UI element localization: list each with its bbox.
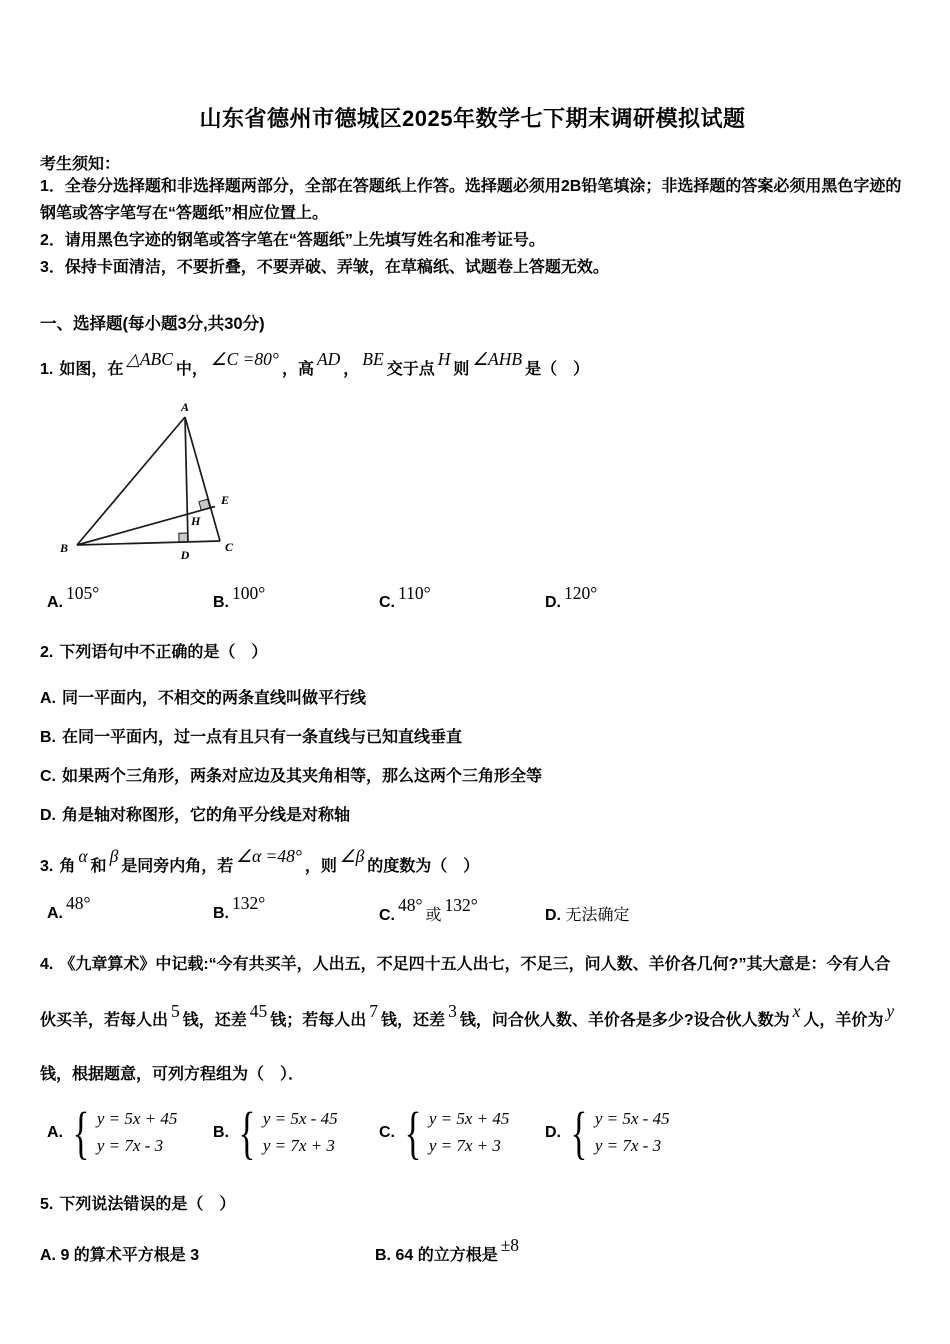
- q4-text: 钱；若每人出: [270, 1012, 367, 1030]
- q4-num-3: 3: [448, 1000, 457, 1021]
- question-2-text: [40, 636, 905, 670]
- q5-option-a: [40, 1242, 375, 1265]
- q3-math-alpha: α: [78, 846, 88, 867]
- option-label: C.: [379, 906, 395, 924]
- option-label: C.: [40, 767, 56, 785]
- vertex-label-c: C: [224, 540, 234, 555]
- option-label: D.: [545, 906, 561, 924]
- question-5-options: [40, 1234, 905, 1265]
- q1-text: 如图，在: [59, 360, 124, 378]
- notice-item-1: 1．全卷分选择题和非选择题两部分，全部在答题纸上作答。选择题必须用2B铅笔填涂；非选择题的答案必须用黑色字迹的钢笔或答字笔写在“答题纸”相应位置上。: [40, 178, 902, 222]
- q1-text: ，高: [281, 360, 314, 378]
- notice-block: [40, 151, 905, 282]
- q2-text: 下列语句中不正确的是（ ）: [59, 644, 268, 662]
- q2-option-a: [40, 685, 905, 708]
- option-label: C.: [379, 1123, 395, 1141]
- left-brace: {: [404, 1099, 422, 1165]
- option-label: C.: [379, 594, 395, 612]
- question-5-text: [40, 1188, 905, 1222]
- option-label: A.: [47, 904, 63, 922]
- equation-system: [429, 1109, 510, 1156]
- q3-text: 和: [90, 857, 107, 875]
- option-text: 角是轴对称图形，它的角平分线是对称轴: [62, 806, 351, 824]
- option-label: D.: [40, 806, 56, 824]
- q4-text: 钱，问合伙人数、羊价各是多少?设合伙人数为: [459, 1012, 790, 1030]
- side-bc: [77, 541, 220, 545]
- triangle-diagram: [54, 400, 269, 578]
- q4-text: 钱，根据题意，可列方程组为（ ）．: [40, 1066, 305, 1084]
- question-4-text: [40, 939, 905, 1102]
- option-label: A.: [40, 689, 56, 707]
- left-brace: {: [238, 1099, 256, 1165]
- q1-math-angle-ahb: ∠AHB: [472, 348, 523, 369]
- q3-text: 角: [59, 857, 76, 875]
- option-value: 110°: [398, 582, 431, 603]
- option-label: B.: [213, 904, 229, 922]
- notice-item-3: 3．保持卡面清洁，不要折叠，不要弄破、弄皱，在草稿纸、试题卷上答题无效。: [40, 258, 609, 276]
- q4-num-45: 45: [249, 1000, 268, 1021]
- q3-math-beta: β: [109, 846, 119, 867]
- q4-option-d: [545, 1099, 711, 1165]
- option-text: 64 的立方根是: [395, 1246, 498, 1264]
- question-1-number: 1.: [40, 360, 54, 378]
- option-label: D.: [545, 594, 561, 612]
- equation-system: [97, 1109, 178, 1156]
- equation-system: [595, 1109, 670, 1156]
- option-text: 在同一平面内，过一点有且只有一条直线与已知直线垂直: [62, 728, 463, 746]
- q3-option-d: [545, 902, 711, 925]
- question-5-number: 5.: [40, 1195, 54, 1213]
- equation-system: [263, 1109, 338, 1156]
- question-4-number: 4.: [40, 955, 54, 973]
- section-1-heading: 一、选择题(每小题3分,共30分): [40, 314, 265, 333]
- q3-option-c: [379, 894, 545, 925]
- question-1-figure: [54, 400, 905, 583]
- vertex-label-b: B: [59, 541, 69, 556]
- q3-math-angle-beta: ∠β: [339, 846, 365, 867]
- option-label: B.: [213, 1123, 229, 1141]
- option-label: A.: [47, 1123, 63, 1141]
- q3-math-angle-alpha: ∠α =48°: [236, 846, 302, 867]
- question-3-text: [40, 847, 905, 884]
- q1-math-ad: AD: [316, 348, 341, 369]
- q1-math-angle-c: ∠C =80°: [210, 348, 279, 369]
- right-angle-mark-d: [179, 533, 188, 542]
- option-value: 132°: [232, 892, 266, 913]
- equation-1: y = 5x - 45: [262, 1109, 338, 1129]
- equation-1: y = 5x - 45: [594, 1109, 670, 1129]
- point-label-d: D: [180, 548, 190, 563]
- notice-item-2: 2．请用黑色字迹的钢笔或答字笔在“答题纸”上先填写姓名和准考证号。: [40, 231, 545, 249]
- altitude-ad: [185, 417, 188, 542]
- q4-text: 人，羊价为: [803, 1012, 884, 1030]
- question-1-options: [40, 582, 905, 612]
- q1-text: 中，: [175, 360, 208, 378]
- q1-text: 交于点: [386, 360, 435, 378]
- q1-option-a: [47, 582, 213, 612]
- q4-num-5: 5: [171, 1000, 180, 1021]
- q1-option-b: [213, 582, 379, 612]
- q5-option-b: [375, 1234, 522, 1265]
- option-text: 同一平面内，不相交的两条直线叫做平行线: [62, 689, 367, 707]
- option-conjunction: 或: [425, 906, 442, 924]
- q2-option-d: [40, 802, 905, 825]
- q4-option-b: [213, 1099, 379, 1165]
- option-text: 如果两个三角形，两条对应边及其夹角相等，那么这两个三角形全等: [62, 767, 543, 785]
- side-ab: [77, 417, 185, 545]
- q3-option-b: [213, 892, 379, 925]
- q2-option-b: [40, 724, 905, 747]
- equation-1: y = 5x + 45: [428, 1109, 510, 1129]
- question-3-options: [40, 892, 905, 925]
- q1-math-triangle-abc: △ABC: [126, 348, 173, 369]
- q2-option-c: [40, 763, 905, 786]
- vertex-label-a: A: [180, 400, 190, 415]
- equation-2: y = 7x - 3: [594, 1136, 662, 1156]
- option-value: 105°: [66, 582, 100, 603]
- q4-num-7: 7: [369, 1000, 379, 1021]
- q4-text: 《九章算术》中记载:“今有共买羊，人出五，不足四十五人出七，不足三，问人数、羊价各几何?”其大意是：今有人合伙买羊，若每人出: [40, 955, 891, 1030]
- q4-option-c: [379, 1099, 545, 1165]
- option-text: 无法确定: [565, 906, 630, 924]
- option-label: B.: [375, 1246, 391, 1264]
- left-brace: {: [570, 1099, 588, 1165]
- point-label-h: H: [191, 514, 201, 529]
- equation-2: y = 7x + 3: [262, 1136, 335, 1156]
- option-label: B.: [40, 728, 56, 746]
- q1-option-c: [379, 582, 545, 612]
- option-value-2: 132°: [444, 894, 478, 915]
- q4-math-y: y: [886, 1000, 895, 1021]
- option-label: D.: [545, 1123, 561, 1141]
- point-label-e: E: [221, 493, 230, 508]
- q4-text: 钱，还差: [182, 1012, 247, 1030]
- q4-text: 钱，还差: [381, 1012, 446, 1030]
- q1-text: ，: [343, 360, 360, 378]
- question-3-number: 3.: [40, 857, 54, 875]
- option-value: 120°: [564, 582, 598, 603]
- q3-text: ，则: [304, 857, 337, 875]
- q4-option-a: [47, 1099, 213, 1165]
- equation-1: y = 5x + 45: [96, 1109, 178, 1129]
- option-label: B.: [213, 594, 229, 612]
- option-value-1: 48°: [398, 894, 423, 915]
- q1-text: 是（ ）: [525, 360, 590, 378]
- q1-text: 则: [453, 360, 470, 378]
- option-text: 9 的算术平方根是 3: [60, 1246, 200, 1264]
- q3-text: 是同旁内角，若: [121, 857, 234, 875]
- question-2-number: 2.: [40, 644, 54, 662]
- left-brace: {: [72, 1099, 90, 1165]
- question-4-options: [40, 1099, 905, 1165]
- q1-math-h: H: [437, 348, 451, 369]
- q3-text: 的度数为（ ）: [367, 857, 480, 875]
- q1-option-d: [545, 582, 711, 612]
- option-label: A.: [47, 594, 63, 612]
- notice-heading: 考生须知：: [40, 156, 121, 173]
- q4-math-x: x: [792, 1000, 801, 1021]
- q1-math-be: BE: [362, 348, 384, 369]
- equation-2: y = 7x - 3: [96, 1136, 164, 1156]
- equation-2: y = 7x + 3: [428, 1136, 501, 1156]
- option-value: 48°: [66, 892, 91, 913]
- option-value: 100°: [232, 582, 266, 603]
- page-title: 山东省德州市德城区2025年数学七下期末调研模拟试题: [199, 106, 746, 131]
- option-value: ±8: [500, 1234, 520, 1255]
- q3-option-a: [47, 892, 213, 925]
- question-1-text: [40, 350, 905, 387]
- option-label: A.: [40, 1246, 56, 1264]
- q5-text: 下列说法错误的是（ ）: [59, 1195, 236, 1213]
